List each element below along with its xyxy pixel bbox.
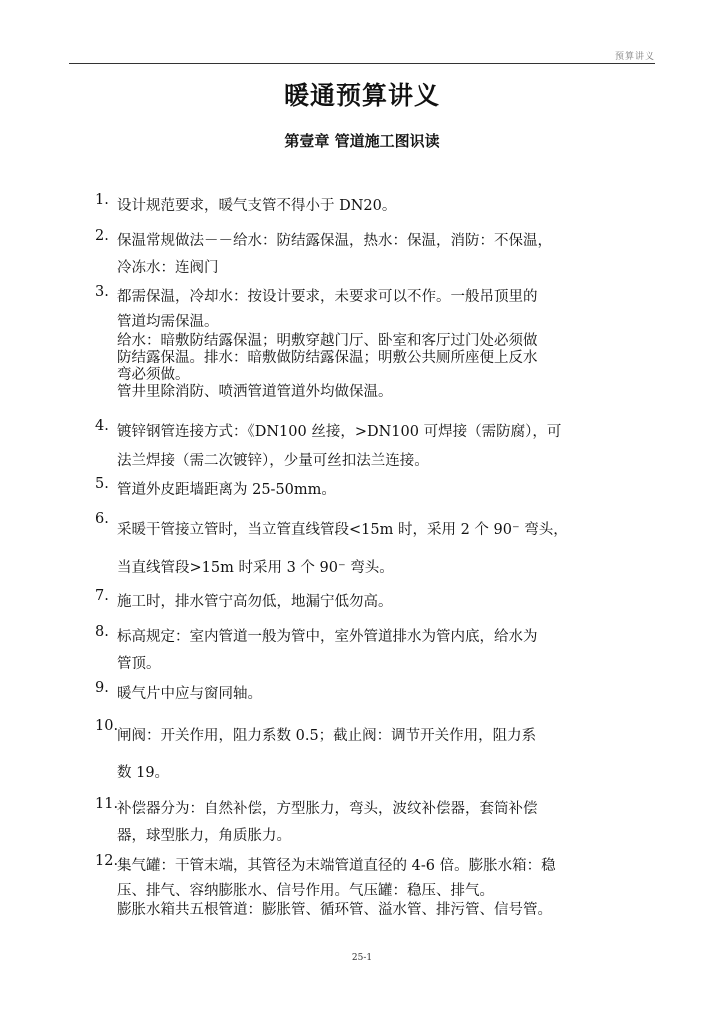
item-text: 压、排气、容纳膨胀水、信号作用。气压罐：稳压、排气。 [117,883,494,899]
item-text: 闸阀：开关作用，阻力系数 0.5；截止阀：调节开关作用，阻力系 [117,728,537,744]
item-number: 9. [95,680,109,696]
item-text: 保温常规做法－－给水：防结露保温，热水：保温，消防：不保温， [117,233,552,249]
item-text: 暖气片中应与窗同轴。 [117,686,262,702]
header-rule [69,63,655,64]
item-subtext: 给水：暗敷防结露保温；明敷穿越门厅、卧室和客厅过门处必须做 [117,333,538,349]
item-subtext: 管井里除消防、喷洒管道管道外均做保温。 [117,384,393,400]
item-number: 6. [95,511,109,527]
item-subtext: 防结露保温。排水：暗敷做防结露保温；明敷公共厕所座便上反水 [117,350,538,366]
list-item-1 [95,192,660,221]
item-text: 管道外皮距墙距离为 25-50mm。 [117,482,336,498]
item-number: 2. [95,228,109,244]
item-number: 10. [95,718,119,734]
item-text: 施工时，排水管宁高勿低，地漏宁低勿高。 [117,594,393,610]
item-text: 数 19。 [117,765,170,781]
item-text: 器，球型胀力，角质胀力。 [117,828,291,844]
item-number: 5. [95,476,109,492]
item-text: 当直线管段>15m 时采用 3 个 90⁻ 弯头。 [117,560,394,576]
list-item-7 [95,588,660,617]
item-text: 标高规定：室内管道一般为管中，室外管道排水为管内底，给水为 [117,629,538,645]
list-item-11 [95,796,660,850]
list-item-8 [95,624,660,678]
list-item-10 [95,718,660,792]
item-subtext: 弯必须做。 [117,367,190,383]
item-number: 12. [95,853,119,869]
list-item-5 [95,476,660,505]
item-number: 8. [95,624,109,640]
list-item-12 [95,853,660,919]
document-title: 暖通预算讲义 [283,81,440,110]
item-text: 补偿器分为：自然补偿，方型胀力，弯头，波纹补偿器，套筒补偿 [117,801,538,817]
item-text: 法兰焊接（需二次镀锌），少量可丝扣法兰连接。 [117,453,429,469]
item-subtext: 膨胀水箱共五根管道：膨胀管、循环管、溢水管、排污管、信号管。 [117,902,552,918]
item-text: 冷冻水：连阀门 [117,260,219,276]
running-header: 预算讲义 [614,52,655,62]
item-number: 3. [95,284,109,300]
item-text: 管道均需保温。 [117,314,219,330]
item-text: 设计规范要求，暖气支管不得小于 DN20。 [117,198,397,214]
item-number: 11. [95,796,119,812]
chapter-title: 第壹章 管道施工图识读 [284,132,440,150]
list-item-4 [95,418,660,476]
item-text: 采暖干管接立管时，当立管直线管段<15m 时，采用 2 个 90⁻ 弯头， [117,522,568,538]
item-text: 集气罐：干管末端，其管径为末端管道直径的 4-6 倍。膨胀水箱：稳 [117,858,556,874]
list-item-3 [95,284,660,401]
item-text: 都需保温，冷却水：按设计要求，未要求可以不作。一般吊顶里的 [117,289,538,305]
item-number: 7. [95,588,109,604]
list-item-6 [95,511,660,587]
page-number: 25-1 [351,953,373,963]
item-number: 4. [95,418,109,434]
item-number: 1. [95,192,109,208]
item-text: 镀锌钢管连接方式：《DN100 丝接，>DN100 可焊接（需防腐），可 [117,424,562,440]
item-text: 管顶。 [117,656,161,672]
list-item-2 [95,228,660,282]
list-item-9 [95,680,660,709]
